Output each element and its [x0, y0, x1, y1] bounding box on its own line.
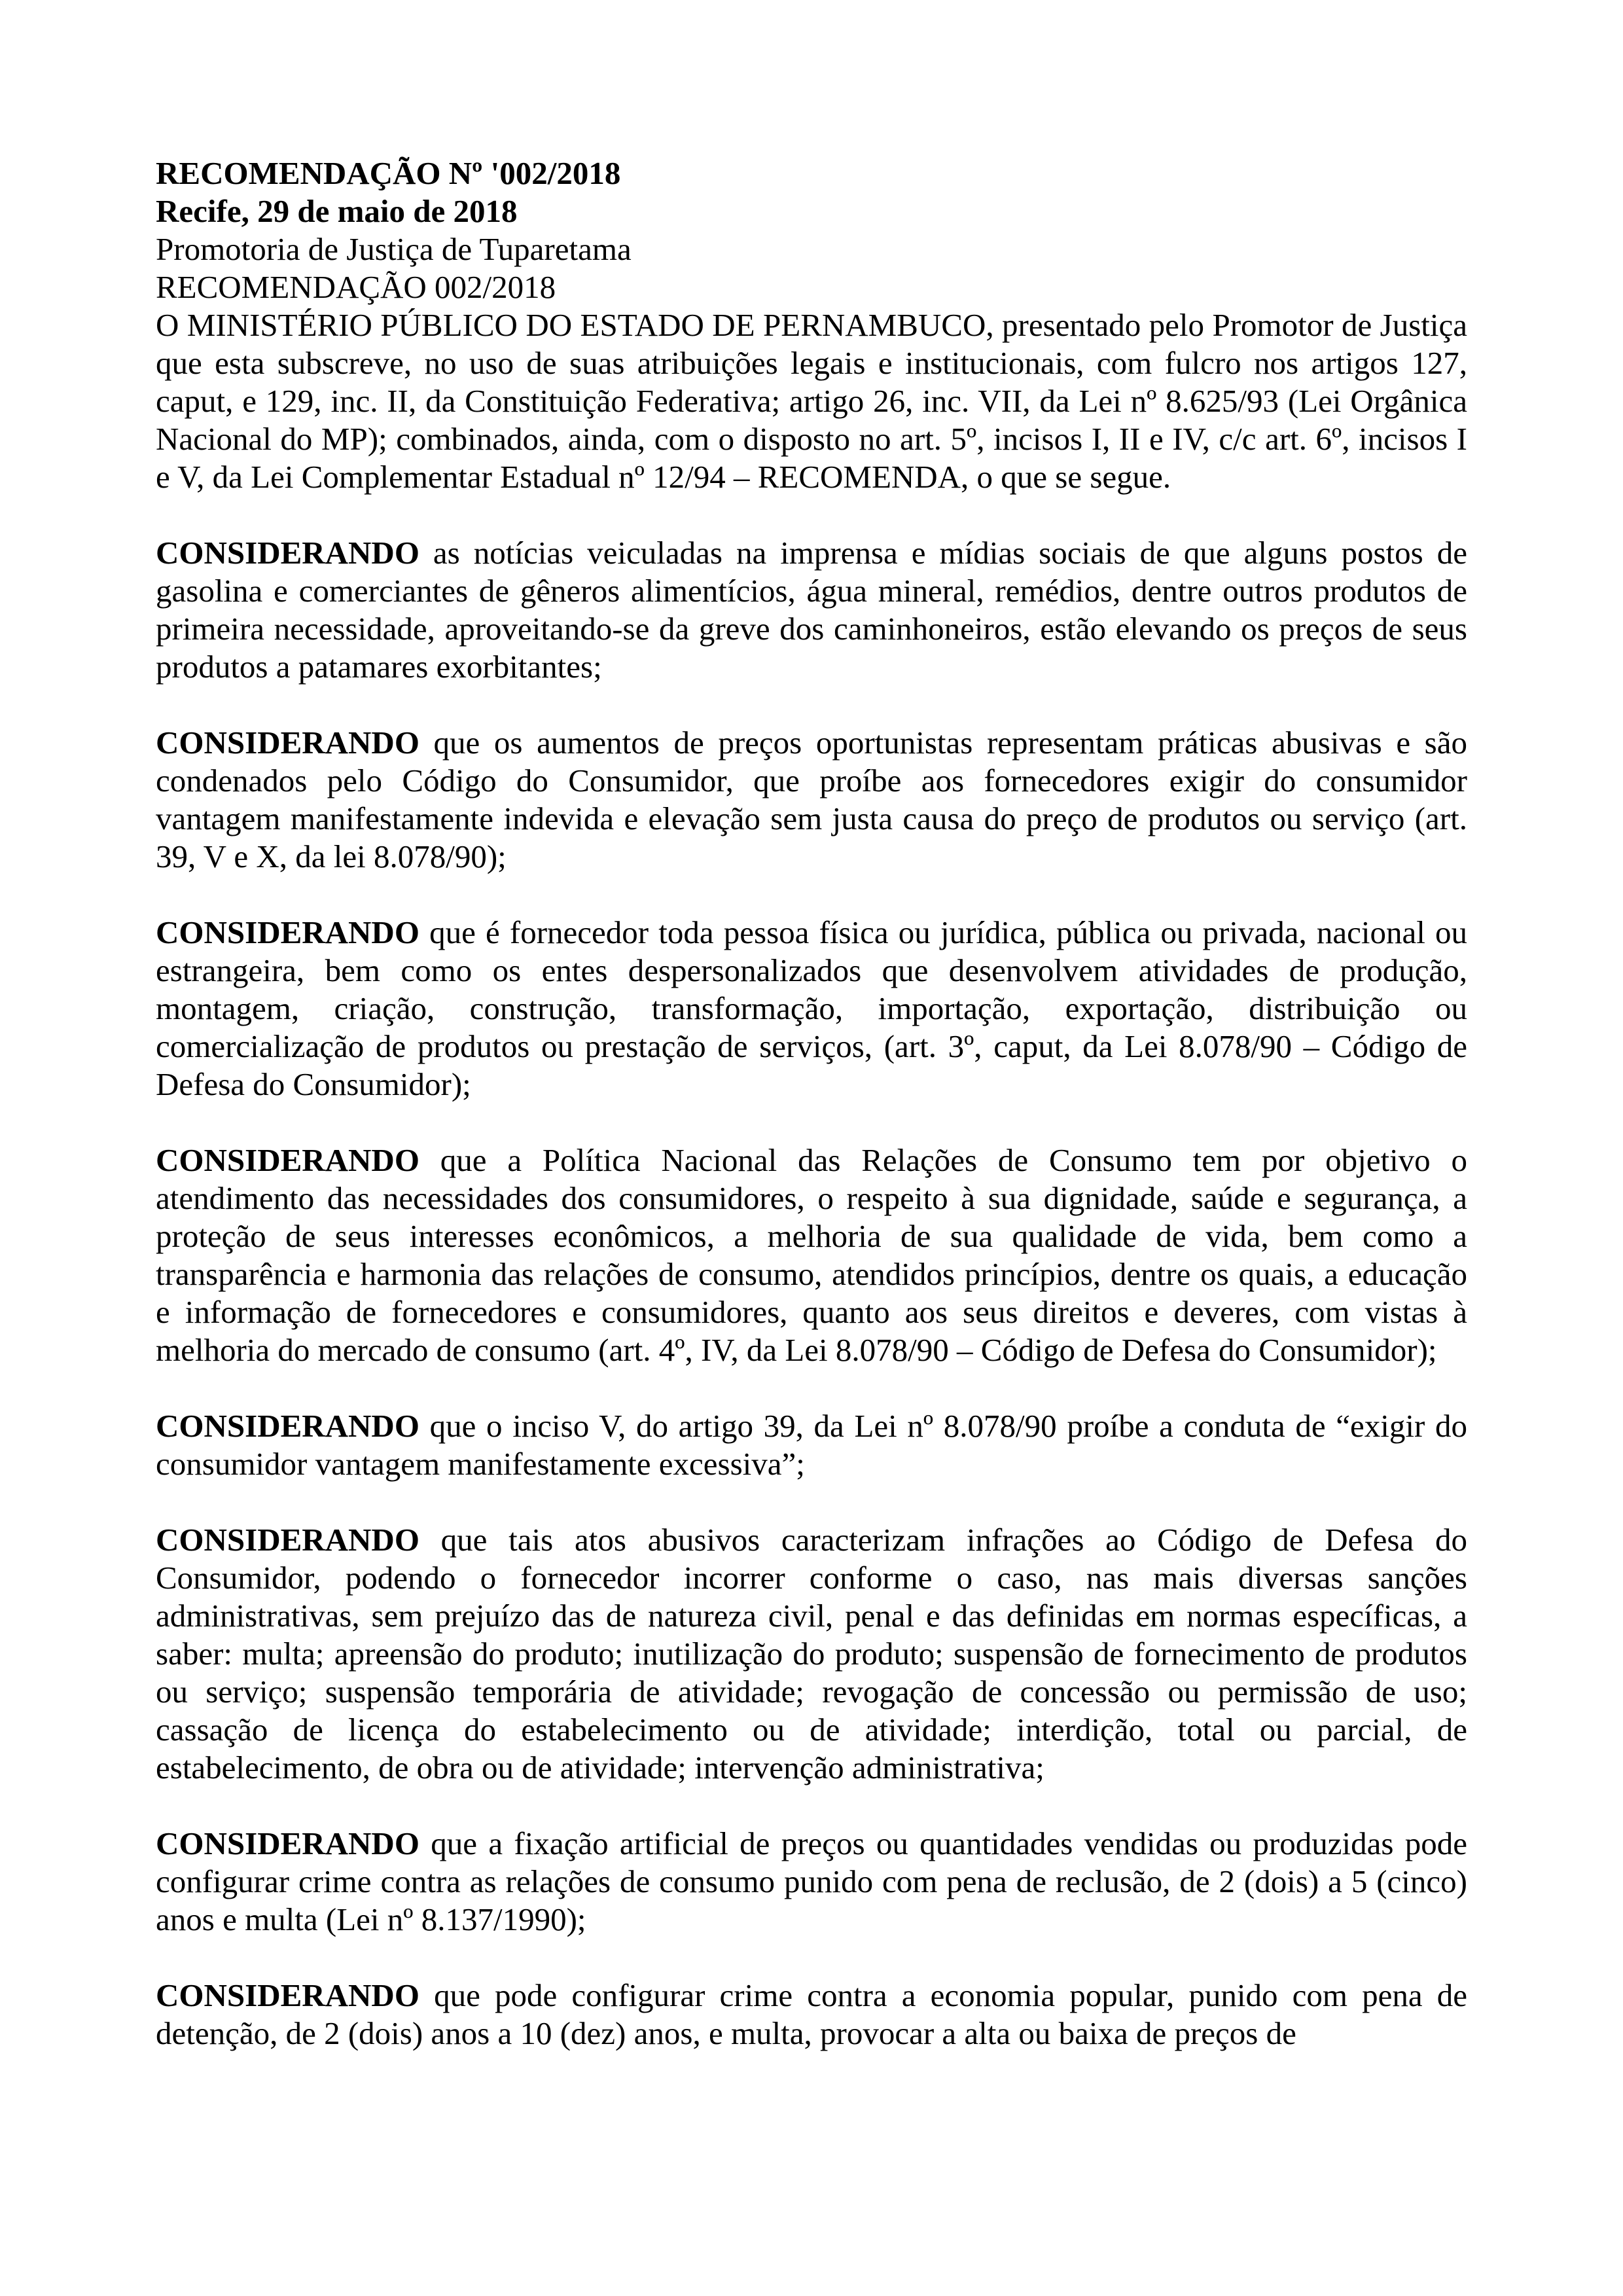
- considerando-paragraph: [156, 1141, 1467, 1369]
- considerando-lead: CONSIDERANDO: [156, 1825, 419, 1861]
- considerando-paragraph: [156, 1407, 1467, 1483]
- considerando-paragraph: [156, 724, 1467, 876]
- considerando-lead: CONSIDERANDO: [156, 535, 419, 571]
- considerando-text: que pode configurar crime contra a economia popular, punido com pena de detenção, de 2 (dois) anos a 10 (dez) anos, e multa, provocar a alta ou baixa de preços de: [156, 1977, 1467, 2051]
- document-subtitle: RECOMENDAÇÃO 002/2018: [156, 269, 556, 305]
- considerando-lead: CONSIDERANDO: [156, 1522, 419, 1558]
- considerando-text: as notícias veiculadas na imprensa e mídias sociais de que alguns postos de gasolina e comerciantes de gêneros alimentícios, água mineral, remédios, dentre outros produtos de primeira necessidade, aproveitando-se da greve dos caminhoneiros, estão elevando os preços de seus produtos a patamares exorbitantes;: [156, 535, 1467, 685]
- considerando-text: que os aumentos de preços oportunistas representam práticas abusivas e são condenados pelo Código do Consumidor, que proíbe aos fornecedores exigir do consumidor vantagem manifestamente indevida e elevação sem justa causa do preço de produtos ou serviço (art. 39, V e X, da lei 8.078/90);: [156, 725, 1467, 874]
- considerando-paragraph: [156, 1825, 1467, 1939]
- considerando-lead: CONSIDERANDO: [156, 1408, 419, 1444]
- considerando-paragraph: [156, 1521, 1467, 1787]
- considerando-paragraph: [156, 1977, 1467, 2053]
- considerando-text: que a Política Nacional das Relações de Consumo tem por objetivo o atendimento das necessidades dos consumidores, o respeito à sua dignidade, saúde e segurança, a proteção de seus interesses econômicos, a melhoria de sua qualidade de vida, bem como a transparência e harmonia das relações de consumo, atendidos princípios, dentre os quais, a educação e informação de fornecedores e consumidores, quanto aos seus direitos e deveres, com vistas à melhoria do mercado de consumo (art. 4º, IV, da Lei 8.078/90 – Código de Defesa do Consumidor);: [156, 1142, 1467, 1368]
- document-page: [156, 154, 1467, 2053]
- considerando-lead: CONSIDERANDO: [156, 914, 419, 950]
- issuing-office: Promotoria de Justiça de Tuparetama: [156, 231, 632, 267]
- document-date: Recife, 29 de maio de 2018: [156, 193, 518, 229]
- considerando-paragraph: [156, 534, 1467, 686]
- considerando-text: que tais atos abusivos caracterizam infrações ao Código de Defesa do Consumidor, podendo o fornecedor incorrer conforme o caso, nas mais diversas sanções administrativas, sem prejuízo das de natureza civil, penal e das definidas em normas específicas, a saber: multa; apreensão do produto; inutilização do produto; suspensão de fornecimento de produtos ou serviço; suspensão temporária de atividade; revogação de concessão ou permissão de uso; cassação de licença do estabelecimento ou de atividade; interdição, total ou parcial, de estabelecimento, de obra ou de atividade; intervenção administrativa;: [156, 1522, 1467, 1785]
- considerando-lead: CONSIDERANDO: [156, 1977, 419, 2013]
- considerando-text: que o inciso V, do artigo 39, da Lei nº 8.078/90 proíbe a conduta de “exigir do consumidor vantagem manifestamente excessiva”;: [156, 1408, 1467, 1482]
- considerando-lead: CONSIDERANDO: [156, 725, 419, 761]
- intro-paragraph: O MINISTÉRIO PÚBLICO DO ESTADO DE PERNAMBUCO, presentado pelo Promotor de Justiça que esta subscreve, no uso de suas atribuições legais e institucionais, com fulcro nos artigos 127, caput, e 129, inc. II, da Constituição Federativa; artigo 26, inc. VII, da Lei nº 8.625/93 (Lei Orgânica Nacional do MP); combinados, ainda, com o disposto no art. 5º, incisos I, II e IV, c/c art. 6º, incisos I e V, da Lei Complementar Estadual nº 12/94 – RECOMENDA, o que se segue.: [156, 307, 1467, 495]
- considerando-text: que é fornecedor toda pessoa física ou jurídica, pública ou privada, nacional ou estrangeira, bem como os entes despersonalizados que desenvolvem atividades de produção, montagem, criação, construção, transformação, importação, exportação, distribuição ou comercialização de produtos ou prestação de serviços, (art. 3º, caput, da Lei 8.078/90 – Código de Defesa do Consumidor);: [156, 914, 1467, 1102]
- considerando-text: que a fixação artificial de preços ou quantidades vendidas ou produzidas pode configurar crime contra as relações de consumo punido com pena de reclusão, de 2 (dois) a 5 (cinco) anos e multa (Lei nº 8.137/1990);: [156, 1825, 1467, 1937]
- considerando-lead: CONSIDERANDO: [156, 1142, 419, 1178]
- considerando-paragraph: [156, 914, 1467, 1103]
- document-title: RECOMENDAÇÃO Nº '002/2018: [156, 155, 621, 191]
